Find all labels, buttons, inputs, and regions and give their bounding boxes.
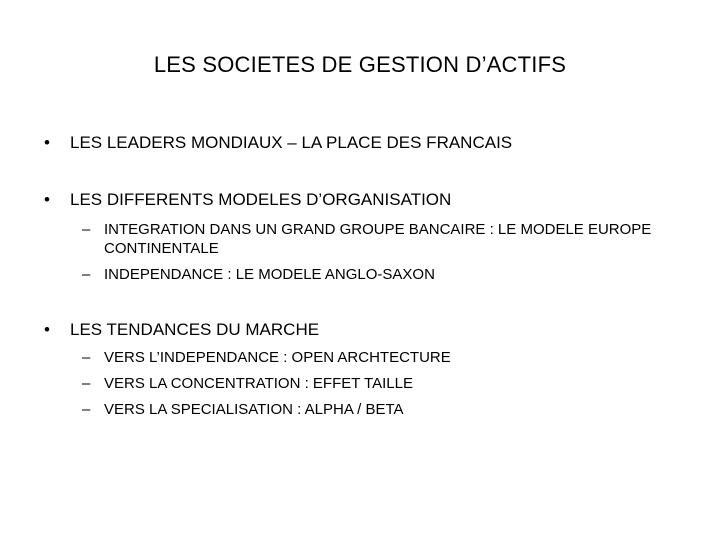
bullet-text: LES TENDANCES DU MARCHE: [70, 320, 320, 339]
sub-item: [82, 374, 692, 393]
sub-text: VERS LA SPECIALISATION : ALPHA / BETA: [104, 401, 404, 418]
bullet-marker: •: [44, 190, 50, 209]
sub-text: VERS LA CONCENTRATION : EFFET TAILLE: [104, 375, 413, 392]
bullet-item: [44, 320, 319, 340]
sub-text: VERS L’INDEPENDANCE : OPEN ARCHTECTURE: [104, 349, 451, 366]
sub-item: [82, 348, 692, 367]
bullet-item: [44, 190, 451, 210]
sub-marker: –: [82, 401, 91, 418]
bullet-marker: •: [44, 320, 50, 339]
sub-marker: –: [82, 375, 91, 392]
sub-marker: –: [82, 221, 91, 238]
sub-marker: –: [82, 349, 91, 366]
sub-item: [82, 265, 692, 284]
sub-item: [82, 400, 692, 419]
bullet-marker: •: [44, 133, 50, 152]
bullet-text: LES LEADERS MONDIAUX – LA PLACE DES FRANCAIS: [70, 133, 513, 152]
sub-text: INTEGRATION DANS UN GRAND GROUPE BANCAIRE : LE MODELE EUROPE CONTINENTALE: [104, 221, 652, 257]
sub-marker: –: [82, 266, 91, 283]
sub-text: INDEPENDANCE : LE MODELE ANGLO-SAXON: [104, 266, 435, 283]
slide-title: LES SOCIETES DE GESTION D’ACTIFS: [153, 52, 567, 77]
sub-item: [82, 220, 692, 258]
bullet-text: LES DIFFERENTS MODELES D’ORGANISATION: [70, 190, 452, 209]
bullet-item: [44, 133, 512, 153]
